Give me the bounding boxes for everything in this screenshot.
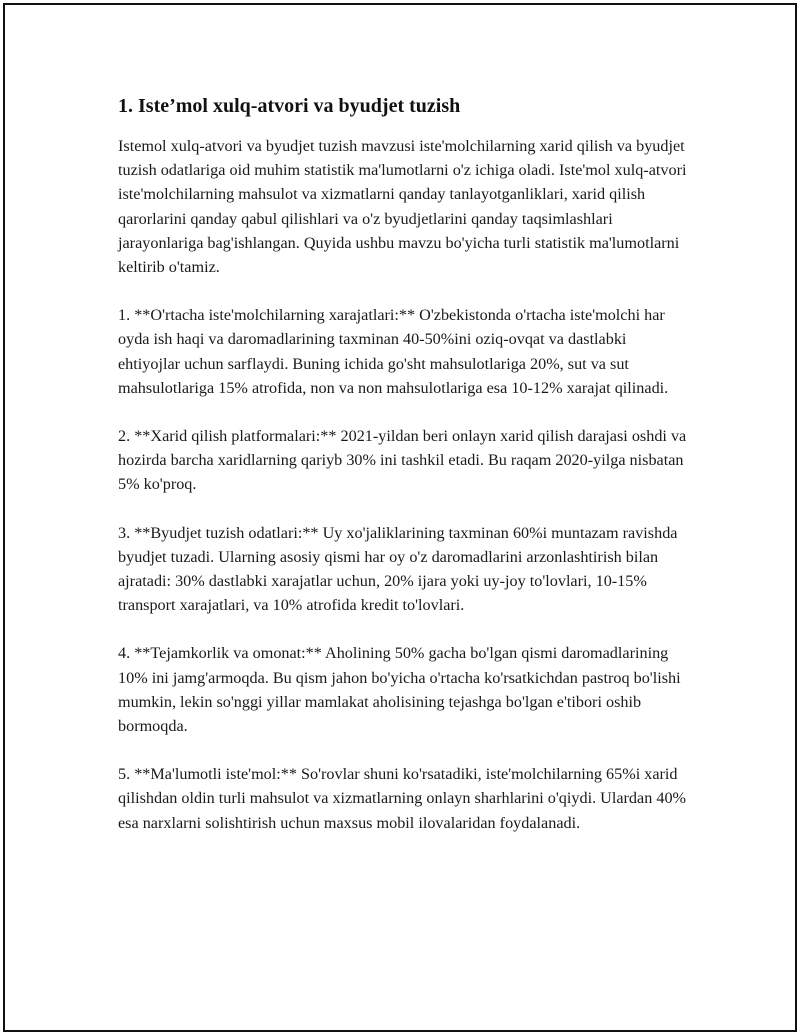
paragraph-informed-consumption: 5. **Ma'lumotli iste'mol:** So'rovlar shuni ko'rsatadiki, iste'molchilarning 65%i xarid qilishdan oldin turli mahsulot va xizmatlarning onlayn sharhlarini o'qiydi. Ulardan 40% esa narxlarni solishtirish uchun maxsus mobil ilovalaridan foydalanadi. xyxy=(118,765,687,832)
paragraph-savings: 4. **Tejamkorlik va omonat:** Aholining 50% gacha bo'lgan qismi daromadlarining 10% ini jamg'armoqda. Bu qism jahon bo'yicha o'rtacha ko'rsatkichdan pastroq bo'lishi mumkin, lekin so'nggi yillar mamlakat aholisining tejashga bo'lgan e'tibori oshib bormoqda. xyxy=(118,644,681,736)
intro-paragraph: Istemol xulq-atvori va byudjet tuzish mavzusi iste'molchilarning xarid qilish va byudjet tuzish odatlariga oid muhim statistik ma'lumotlarni o'z ichiga oladi. Iste'mol xulq-atvori iste'molchilarning mahsulot va xizmatlarni qanday tanlayotganliklari, xarid qilish qarorlarini qanday qabul qilishlari va o'z byudjetlarini qanday taqsimlashlari jarayonlariga bag'ishlangan. Quyida ushbu mavzu bo'yicha turli statistik ma'lumotlarni keltirib o'tamiz. xyxy=(118,137,687,277)
paragraph-shopping-platforms: 2. **Xarid qilish platformalari:** 2021-yildan beri onlayn xarid qilish darajasi oshdi va hozirda barcha xaridlarning qariyb 30% ini tashkil etadi. Bu raqam 2020-yilga nisbatan 5% ko'proq. xyxy=(118,427,687,494)
section-heading: 1. Iste’mol xulq-atvori va byudjet tuzish xyxy=(118,95,461,117)
paragraph-budgeting-habits: 3. **Byudjet tuzish odatlari:** Uy xo'jaliklarining taxminan 60%i muntazam ravishda byudjet tuzadi. Ularning asosiy qismi har oy o'z daromadlarini arzonlashtirish bilan ajratadi: 30% dastlabki xarajatlar uchun, 20% ijara yoki uy-joy to'lovlari, 10-15% transport xarajatlari, va 10% atrofida kredit to'lovlari. xyxy=(118,523,678,615)
document-body xyxy=(118,92,688,859)
paragraph-consumer-spending: 1. **O'rtacha iste'molchilarning xarajatlari:** O'zbekistonda o'rtacha iste'molchi har oyda ish haqi va daromadlarining taxminan 40-50%ini oziq-ovqat va dastlabki ehtiyojlar uchun sarflaydi. Buning ichida go'sht mahsulotlariga 20%, sut va sut mahsulotlariga 15% atrofida, non va non mahsulotlariga esa 10-12% xarajat qilinadi. xyxy=(118,306,669,397)
